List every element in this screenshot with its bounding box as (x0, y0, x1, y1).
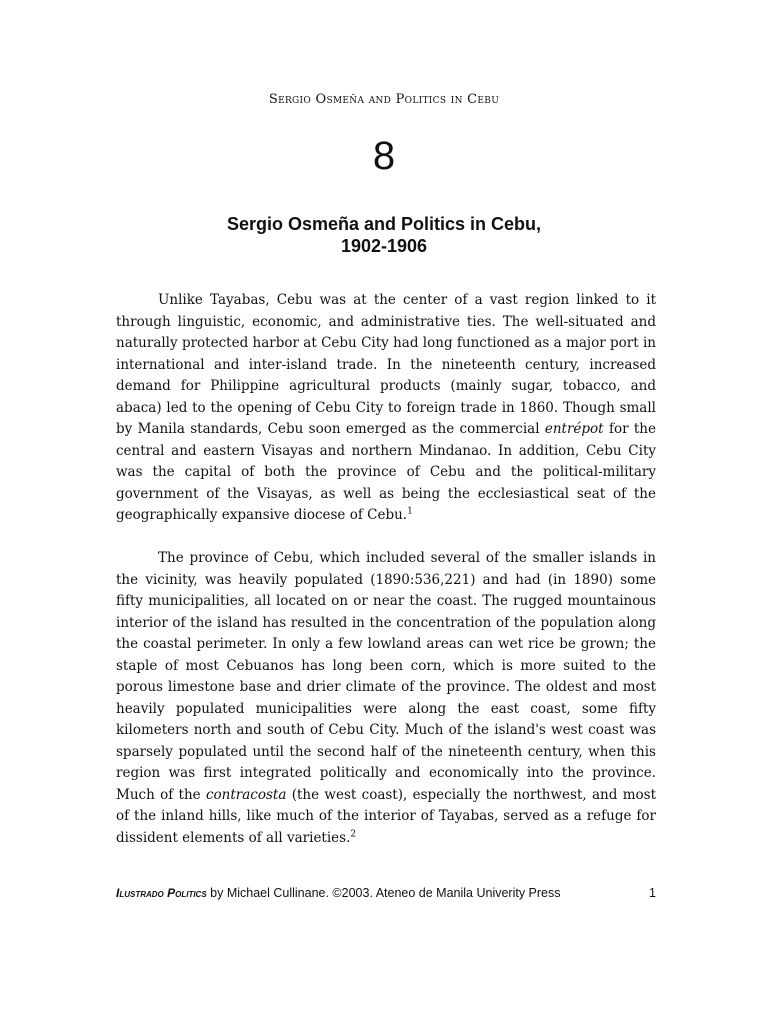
paragraph-1-text-b: for the central and eastern Visayas and northern Mindanao. In addition, Cebu City was the capital of both the province of Cebu and the political-military government of the Visayas, as well as being the ecclesiastical seat of the geographically expansive diocese of Cebu. (116, 421, 656, 523)
footer-credit (116, 886, 561, 900)
body-text (116, 290, 656, 871)
paragraph-2-text-a: The province of Cebu, which included several of the smaller islands in the vicinity, was heavily populated (1890:536,221) and had (in 1890) some fifty municipalities, all located on or near the coast. The rugged mountainous interior of the island has resulted in the concentration of the population along the coastal perimeter. In only a few lowland areas can wet rice be grown; the staple of most Cebuanos has long been corn, which is more suited to the porous limestone base and drier climate of the province. The oldest and most heavily populated municipalities were along the east coast, some fifty kilometers north and south of Cebu City. Much of the island's west coast was sparsely populated until the second half of the nineteenth century, when this region was first integrated politically and economically into the province. Much of the (116, 550, 656, 803)
paragraph-1-text-a: Unlike Tayabas, Cebu was at the center of a vast region linked to it through linguistic, economic, and administrative ties. The well-situated and naturally protected harbor at Cebu City had long functioned as a major port in international and inter-island trade. In the nineteenth century, increased demand for Philippine agricultural products (mainly sugar, tobacco, and abaca) led to the opening of Cebu City to foreign trade in 1860. Though small by Manila standards, Cebu soon emerged as the commercial (116, 292, 656, 437)
footer-book-title: Ilustrado Politics (116, 886, 207, 900)
paragraph-2-text-b: (the west coast), especially the northwest, and most of the inland hills, like much of the interior of Tayabas, served as a refuge for dissident elements of all varieties. (116, 786, 656, 846)
footer-credit-text: by Michael Cullinane. ©2003. Ateneo de Manila Univerity Press (206, 886, 561, 900)
page-footer (116, 886, 656, 900)
footnote-ref-1[interactable]: 1 (407, 506, 413, 517)
chapter-title (0, 213, 768, 257)
running-head: Sergio Osmeña and Politics in Cebu (268, 92, 500, 107)
paragraph-2-italic: contracosta (205, 786, 287, 803)
paragraph-2 (116, 548, 656, 849)
chapter-title-line-2: 1902-1906 (340, 236, 428, 256)
paragraph-1 (116, 290, 656, 527)
chapter-number: 8 (372, 134, 396, 178)
footnote-ref-2[interactable]: 2 (350, 829, 357, 839)
page-number: 1 (649, 886, 656, 900)
paragraph-1-italic: entrépot (544, 421, 604, 437)
chapter-title-line-1: Sergio Osmeña and Politics in Cebu, (226, 214, 542, 234)
